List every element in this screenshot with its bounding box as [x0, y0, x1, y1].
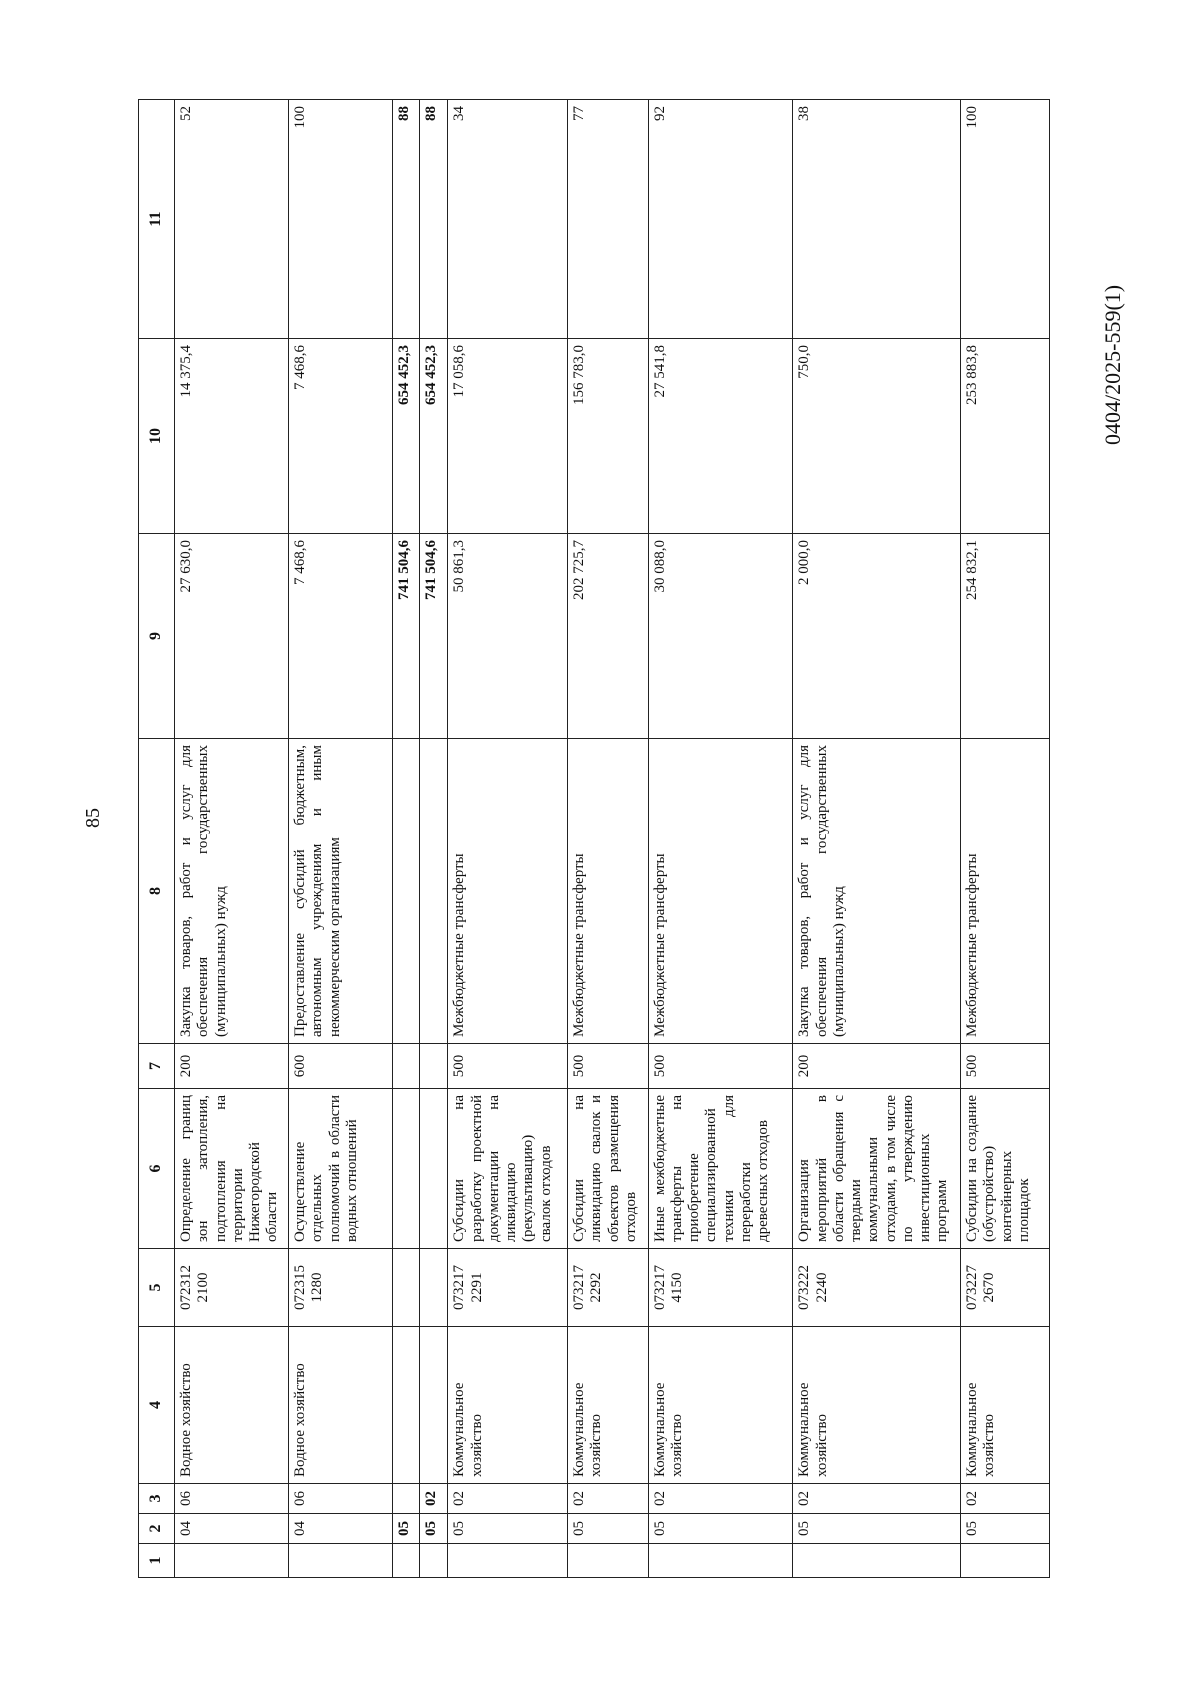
cell-percent: 100: [961, 100, 1050, 339]
cell-subsection: 02: [420, 1484, 448, 1514]
cell-target-code: 073217 2292: [568, 1249, 649, 1327]
cell-expense-name: Межбюджетные трансферты: [961, 739, 1050, 1044]
cell-target-code: [420, 1249, 448, 1327]
cell-target-name: [420, 1089, 448, 1249]
cell-planned: 2 000,0: [793, 534, 961, 739]
cell-subsection-name: Коммунальное хозяйство: [793, 1327, 961, 1484]
cell-target-name: Субсидии на создание (обустройство) контейнерных площадок: [961, 1089, 1050, 1249]
cell-target-name: Субсидии на разработку проектной документации на ликвидацию (рекультивацию) свалок отходов: [448, 1089, 568, 1249]
cell-planned: 741 504,6: [392, 534, 420, 739]
cell-section: 04: [175, 1514, 289, 1544]
cell-section: 05: [420, 1514, 448, 1544]
cell-col1: [648, 1544, 793, 1578]
column-header: 1: [139, 1544, 175, 1578]
cell-executed: 156 783,0: [568, 339, 649, 534]
cell-executed: 253 883,8: [961, 339, 1050, 534]
cell-percent: 92: [648, 100, 793, 339]
cell-section: 05: [448, 1514, 568, 1544]
cell-percent: 38: [793, 100, 961, 339]
cell-percent: 88: [392, 100, 420, 339]
cell-executed: 654 452,3: [420, 339, 448, 534]
cell-section: 05: [793, 1514, 961, 1544]
cell-executed: 27 541,8: [648, 339, 793, 534]
column-header: 3: [139, 1484, 175, 1514]
cell-col1: [420, 1544, 448, 1578]
cell-target-code: 073217 2291: [448, 1249, 568, 1327]
cell-subsection-name: [420, 1327, 448, 1484]
cell-target-code: 072312 2100: [175, 1249, 289, 1327]
cell-section: 05: [568, 1514, 649, 1544]
cell-section: 05: [648, 1514, 793, 1544]
column-header: 2: [139, 1514, 175, 1544]
cell-subsection: 06: [289, 1484, 392, 1514]
table-row: [448, 100, 568, 1578]
page-number: 85: [82, 808, 104, 828]
cell-planned: 27 630,0: [175, 534, 289, 739]
cell-expense-code: 200: [175, 1044, 289, 1089]
table-row: [961, 100, 1050, 1578]
column-header: 8: [139, 739, 175, 1044]
cell-target-code: 073222 2240: [793, 1249, 961, 1327]
cell-expense-code: [420, 1044, 448, 1089]
cell-executed: 7 468,6: [289, 339, 392, 534]
cell-section: 05: [392, 1514, 420, 1544]
cell-col1: [289, 1544, 392, 1578]
cell-expense-code: 600: [289, 1044, 392, 1089]
cell-expense-name: Межбюджетные трансферты: [448, 739, 568, 1044]
column-header: 9: [139, 534, 175, 739]
cell-planned: 50 861,3: [448, 534, 568, 739]
cell-target-code: 073227 2670: [961, 1249, 1050, 1327]
cell-executed: 750,0: [793, 339, 961, 534]
cell-expense-code: 200: [793, 1044, 961, 1089]
cell-expense-name: [392, 739, 420, 1044]
table-row-subsection-total: [420, 100, 448, 1578]
table-row: [568, 100, 649, 1578]
cell-percent: 77: [568, 100, 649, 339]
cell-subsection: 02: [448, 1484, 568, 1514]
cell-expense-code: 500: [448, 1044, 568, 1089]
cell-section: 04: [289, 1514, 392, 1544]
cell-percent: 52: [175, 100, 289, 339]
table-row: [175, 100, 289, 1578]
column-header: 5: [139, 1249, 175, 1327]
cell-col1: [392, 1544, 420, 1578]
cell-target-name: [392, 1089, 420, 1249]
table-row: [648, 100, 793, 1578]
cell-target-name: Организация мероприятий в области обращения с твердыми коммунальными отходами, в том числе по утверждению инвестиционных программ: [793, 1089, 961, 1249]
cell-subsection: 02: [648, 1484, 793, 1514]
cell-subsection: 06: [175, 1484, 289, 1514]
cell-subsection: 02: [961, 1484, 1050, 1514]
column-header: 11: [139, 100, 175, 339]
cell-expense-name: Межбюджетные трансферты: [648, 739, 793, 1044]
cell-target-name: Субсидии на ликвидацию свалок и объектов размещения отходов: [568, 1089, 649, 1249]
cell-expense-name: Закупка товаров, работ и услуг для обеспечения государственных (муниципальных) нужд: [793, 739, 961, 1044]
cell-col1: [961, 1544, 1050, 1578]
cell-target-name: Иные межбюджетные трансферты на приобретение специализированной техники для переработки древесных отходов: [648, 1089, 793, 1249]
cell-planned: 254 832,1: [961, 534, 1050, 739]
column-header: 7: [139, 1044, 175, 1089]
budget-table: [138, 99, 1050, 1578]
cell-target-name: Осуществление отдельных полномочий в области водных отношений: [289, 1089, 392, 1249]
table-header-row: [139, 100, 175, 1578]
cell-planned: 741 504,6: [420, 534, 448, 739]
cell-target-name: Определение границ зон затопления, подтопления на территории Нижегородской области: [175, 1089, 289, 1249]
cell-target-code: [392, 1249, 420, 1327]
cell-subsection: 02: [568, 1484, 649, 1514]
cell-subsection-name: Водное хозяйство: [175, 1327, 289, 1484]
cell-percent: 100: [289, 100, 392, 339]
rotated-table-wrapper: [138, 100, 1050, 1578]
cell-expense-name: Межбюджетные трансферты: [568, 739, 649, 1044]
cell-expense-name: Закупка товаров, работ и услуг для обеспечения государственных (муниципальных) нужд: [175, 739, 289, 1044]
cell-expense-name: [420, 739, 448, 1044]
cell-percent: 88: [420, 100, 448, 339]
column-header: 10: [139, 339, 175, 534]
document-code: 0404/2025-559(1): [1100, 284, 1125, 445]
cell-expense-code: 500: [961, 1044, 1050, 1089]
cell-planned: 7 468,6: [289, 534, 392, 739]
cell-col1: [793, 1544, 961, 1578]
cell-executed: 14 375,4: [175, 339, 289, 534]
table-row: [289, 100, 392, 1578]
cell-subsection: 02: [793, 1484, 961, 1514]
cell-subsection-name: Коммунальное хозяйство: [648, 1327, 793, 1484]
cell-col1: [175, 1544, 289, 1578]
cell-target-code: 073217 4150: [648, 1249, 793, 1327]
table-row-section-total: [392, 100, 420, 1578]
cell-executed: 654 452,3: [392, 339, 420, 534]
cell-target-code: 072315 1280: [289, 1249, 392, 1327]
cell-expense-name: Предоставление субсидий бюджетным, автономным учреждениям и иным некоммерческим организациям: [289, 739, 392, 1044]
cell-subsection-name: Коммунальное хозяйство: [961, 1327, 1050, 1484]
cell-col1: [568, 1544, 649, 1578]
cell-subsection-name: Коммунальное хозяйство: [448, 1327, 568, 1484]
cell-subsection-name: Коммунальное хозяйство: [568, 1327, 649, 1484]
cell-percent: 34: [448, 100, 568, 339]
table-row: [793, 100, 961, 1578]
cell-planned: 30 088,0: [648, 534, 793, 739]
cell-col1: [448, 1544, 568, 1578]
cell-planned: 202 725,7: [568, 534, 649, 739]
column-header: 4: [139, 1327, 175, 1484]
cell-subsection-name: Водное хозяйство: [289, 1327, 392, 1484]
cell-expense-code: [392, 1044, 420, 1089]
cell-section: 05: [961, 1514, 1050, 1544]
cell-subsection-name: [392, 1327, 420, 1484]
cell-expense-code: 500: [568, 1044, 649, 1089]
cell-executed: 17 058,6: [448, 339, 568, 534]
cell-expense-code: 500: [648, 1044, 793, 1089]
column-header: 6: [139, 1089, 175, 1249]
cell-subsection: [392, 1484, 420, 1514]
